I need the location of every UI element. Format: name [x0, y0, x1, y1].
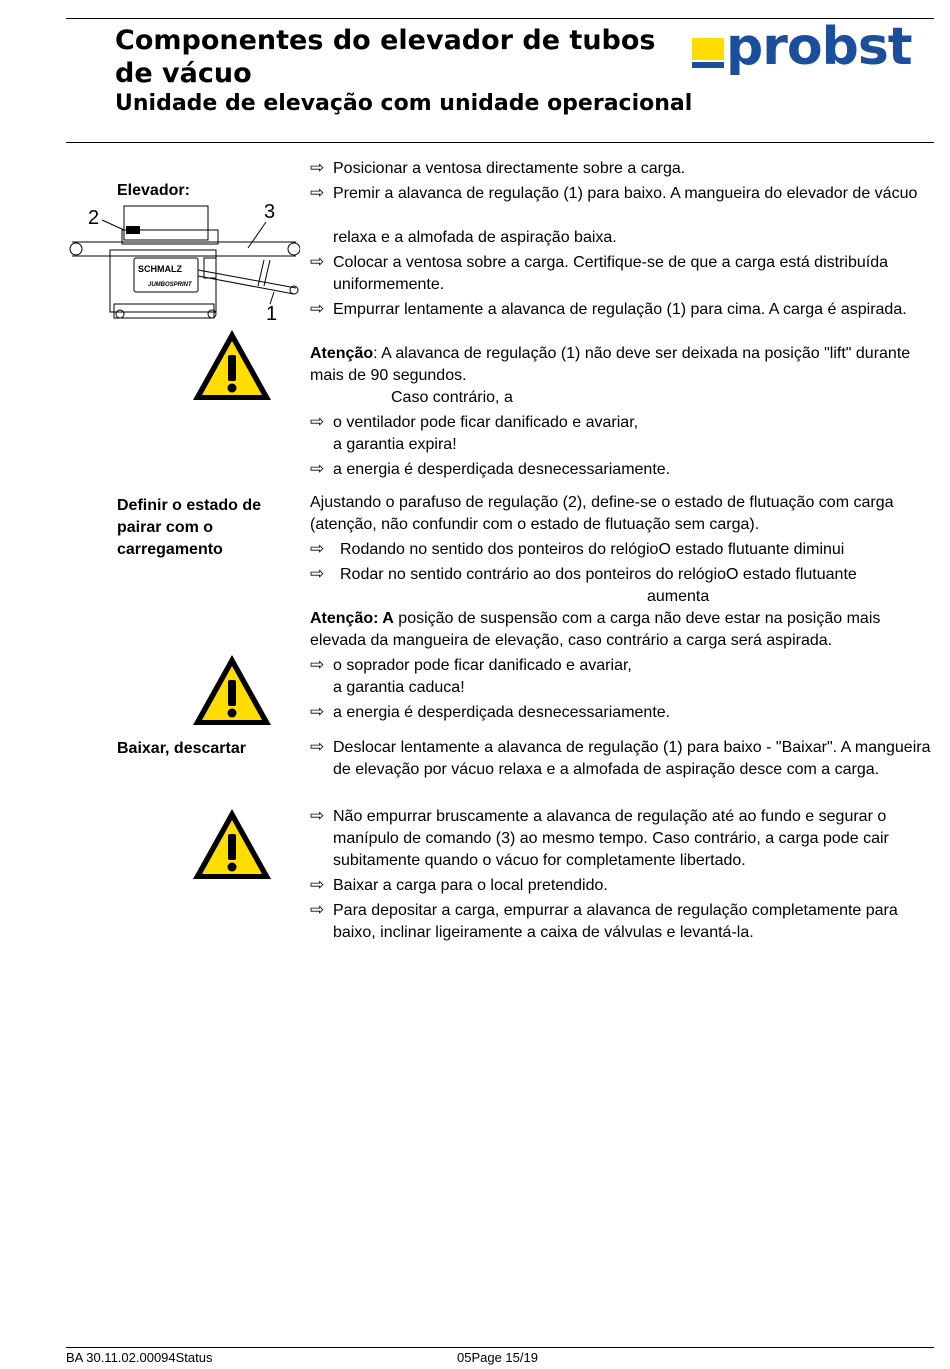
footer-rule [66, 1347, 934, 1348]
callout-3: 3 [264, 201, 276, 223]
arrow-right-icon: ⇨ [310, 702, 325, 721]
probst-logo [690, 17, 936, 82]
section-label-elevador: Elevador: [117, 182, 190, 199]
header-bottom-rule [66, 142, 934, 143]
callout-2: 2 [88, 207, 100, 229]
arrow-right-icon: ⇨ [310, 299, 325, 318]
section-label-float-state: Definir o estado de pairar com o carregamento [117, 497, 262, 558]
list-item: ⇨ a energia é desperdiçada desnecessariamente. [310, 459, 671, 478]
arrow-right-icon: ⇨ [310, 737, 325, 756]
list-item-continuation: aumenta [647, 588, 710, 605]
logo-blue-bar [692, 62, 724, 68]
callout-1: 1 [266, 303, 278, 325]
list-item-continuation: a garantia expira! [333, 436, 457, 453]
warning-icon [190, 652, 274, 728]
arrow-right-icon: ⇨ [310, 539, 325, 558]
list-item: ⇨ o soprador pode ficar danificado e avariar, [310, 655, 632, 674]
list-item: ⇨ Rodando no sentido dos ponteiros do relógioO estado flutuante diminui [310, 539, 845, 558]
arrow-right-icon: ⇨ [310, 806, 325, 825]
list-item: ⇨ a energia é desperdiçada desnecessariamente. [310, 702, 671, 721]
section-label-lower: Baixar, descartar [117, 740, 246, 757]
logo-yellow-square [692, 38, 724, 60]
arrow-right-icon: ⇨ [310, 183, 325, 202]
list-item-continuation: relaxa e a almofada de aspiração baixa. [333, 229, 617, 246]
list-item-continuation: a garantia caduca! [333, 679, 465, 696]
attention-note: Atenção: A posição de suspensão com a carga não deve estar na posição mais elevada da mangueira de elevação, caso contrário a carga será aspirada. [310, 610, 881, 649]
otherwise-text: Caso contrário, a [391, 389, 513, 406]
list-item: ⇨ Deslocar lentamente a alavanca de regulação (1) para baixo - "Baixar". A mangueira de elevação por vácuo relaxa e a almofada de aspiração desce com a carga. [310, 737, 931, 778]
arrow-right-icon: ⇨ [310, 875, 325, 894]
list-item: ⇨ Premir a alavanca de regulação (1) para baixo. A mangueira do elevador de vácuo [310, 183, 918, 202]
arrow-right-icon: ⇨ [310, 252, 325, 271]
drawing-brand: SCHMALZ [138, 264, 182, 274]
arrow-right-icon: ⇨ [310, 412, 325, 431]
arrow-right-icon: ⇨ [310, 900, 325, 919]
arrow-right-icon: ⇨ [310, 459, 325, 478]
list-item: ⇨ o ventilador pode ficar danificado e avariar, [310, 412, 639, 431]
list-item: ⇨ Baixar a carga para o local pretendido. [310, 875, 608, 894]
attention-note: Atenção: A alavanca de regulação (1) não deve ser deixada na posição "lift" durante mais de 90 segundos. [310, 345, 911, 384]
list-item: ⇨ Empurrar lentamente a alavanca de regulação (1) para cima. A carga é aspirada. [310, 299, 907, 318]
warning-icon [190, 327, 274, 403]
arrow-right-icon: ⇨ [310, 158, 325, 177]
page-title: Componentes do elevador de tubos de vácuo [115, 25, 656, 89]
footer-doc-id: BA 30.11.02.00094Status [66, 1350, 213, 1365]
list-item: ⇨ Não empurrar bruscamente a alavanca de regulação até ao fundo e segurar o manípulo de comando (3) ao mesmo tempo. Caso contrário, a carga pode cair subitamente quando o vácuo for completamente libertado. [310, 806, 889, 869]
footer-page-number: 05Page 15/19 [457, 1350, 538, 1365]
list-item: ⇨ Para depositar a carga, empurrar a alavanca de regulação completamente para baixo, inclinar ligeiramente a caixa de válvulas e levantá-la. [310, 900, 898, 941]
list-item: ⇨ Rodar no sentido contrário ao dos ponteiros do relógioO estado flutuante [310, 564, 857, 583]
arrow-right-icon: ⇨ [310, 655, 325, 674]
float-state-intro: Ajustando o parafuso de regulação (2), define-se o estado de flutuação com carga (atenção, não confundir com o estado de flutuação sem carga). [310, 494, 894, 533]
arrow-right-icon: ⇨ [310, 564, 325, 583]
warning-icon [190, 806, 274, 882]
list-item: ⇨ Posicionar a ventosa directamente sobre a carga. [310, 158, 686, 177]
lifter-unit-drawing [68, 200, 300, 326]
page-subtitle: Unidade de elevação com unidade operacional [115, 91, 693, 116]
list-item: ⇨ Colocar a ventosa sobre a carga. Certifique-se de que a carga está distribuída uniformemente. [310, 252, 888, 293]
drawing-model: JUMBOSPRINT [148, 282, 192, 288]
logo-wordmark: probst [726, 17, 912, 77]
